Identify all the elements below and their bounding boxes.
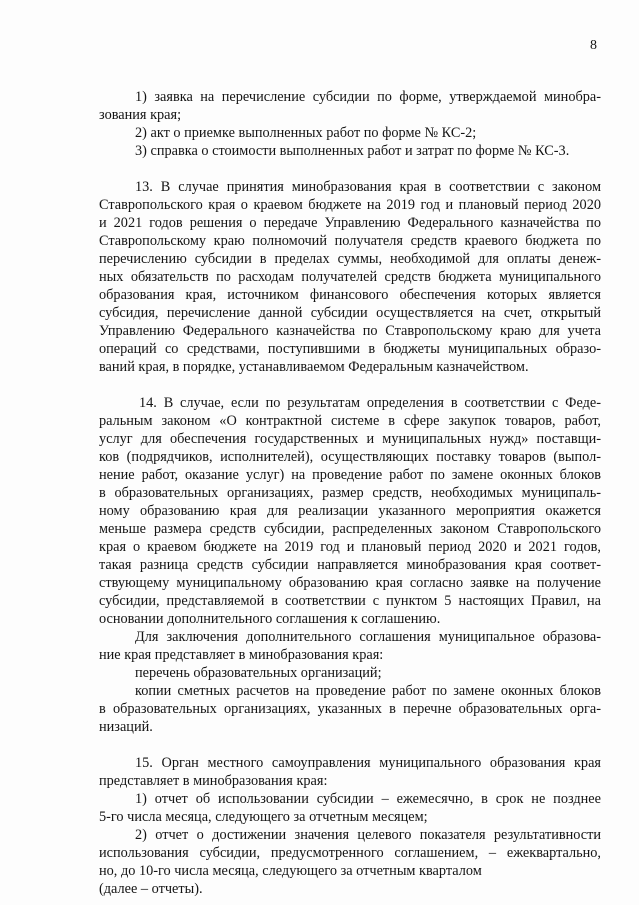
text-line: 2) акт о приемке выполненных работ по форме № КС-2; bbox=[135, 125, 477, 141]
text-line: Ставропольскому краю полномочий получателя средств краевого бюджета по bbox=[99, 233, 601, 249]
text-line: копии сметных расчетов на проведение работ по замене оконных блоков bbox=[135, 683, 601, 699]
text-line: 5-го числа месяца, следующего за отчетным месяцем; bbox=[99, 809, 428, 825]
text-line: 3) справка о стоимости выполненных работ и затрат по форме № КС-3. bbox=[135, 143, 570, 159]
text-line: нение работ, оказание услуг) на проведение работ по замене оконных блоков bbox=[99, 467, 601, 483]
page-number: 8 bbox=[590, 38, 597, 53]
text-line: перечень образовательных организаций; bbox=[135, 665, 382, 681]
text-line: такая разница средств субсидии направляется минобразования края соответ- bbox=[99, 557, 601, 573]
text-line: ному образованию края для реализации указанного мероприятия окажется bbox=[99, 503, 601, 519]
text-line: (далее – отчеты). bbox=[99, 881, 203, 897]
text-line: 13. В случае принятия минобразования края в соответствии с законом bbox=[135, 179, 601, 195]
text-line: ков (подрядчиков, исполнителей), осуществляющих поставку товаров (выпол- bbox=[99, 449, 601, 465]
text-line: 1) отчет об использовании субсидии – ежемесячно, в срок не позднее bbox=[135, 791, 601, 807]
text-line: 1) заявка на перечисление субсидии по форме, утверждаемой минобра- bbox=[135, 89, 601, 105]
text-line: зования края; bbox=[99, 107, 182, 123]
text-line: и 2021 годов решения о передаче Управлению Федерального казначейства по bbox=[99, 215, 601, 231]
text-line: в образовательных организациях, указанных в перечне образовательных орга- bbox=[99, 701, 601, 717]
text-line: 14. В случае, если по результатам определения в соответствии с Феде- bbox=[139, 395, 601, 411]
text-line: ствующему муниципальному образованию края согласно заявке на получение bbox=[99, 575, 601, 591]
text-line: ваний края, в порядке, устанавливаемом Федеральным казначейством. bbox=[99, 359, 529, 375]
text-line: 15. Орган местного самоуправления муниципального образования края bbox=[135, 755, 601, 771]
text-line: субсидия, перечисление данной субсидии осуществляется на счет, открытый bbox=[99, 305, 601, 321]
text-line: но, до 10-го числа месяца, следующего за отчетным кварталом bbox=[99, 863, 482, 879]
text-line: Ставропольского края о краевом бюджете на 2019 год и плановый период 2020 bbox=[99, 197, 601, 213]
text-line: перечислению субсидии в пределах суммы, необходимой для оплаты денеж- bbox=[99, 251, 601, 267]
text-line: низаций. bbox=[99, 719, 153, 735]
text-line: субсидии, представляемой в соответствии с пунктом 5 настоящих Правил, на bbox=[99, 593, 601, 609]
text-line: основании дополнительного соглашения к соглашению. bbox=[99, 611, 441, 627]
text-line: 2) отчет о достижении значения целевого показателя результативности bbox=[135, 827, 601, 843]
text-line: образования края, источником финансового обеспечения которых является bbox=[99, 287, 601, 303]
text-line: Управлению Федерального казначейства по Ставропольскому краю для учета bbox=[99, 323, 601, 339]
text-line: в образовательных организациях, размер средств, необходимых муниципаль- bbox=[99, 485, 601, 501]
text-line: края о краевом бюджете на 2019 год и плановый период 2020 и 2021 годов, bbox=[99, 539, 601, 555]
text-line: ние края представляет в минобразования края: bbox=[99, 647, 384, 663]
text-line: использования субсидии, предусмотренного соглашением, – ежеквартально, bbox=[99, 845, 601, 861]
text-line: услуг для обеспечения государственных и муниципальных нужд» поставщи- bbox=[99, 431, 601, 447]
text-line: операций со средствами, поступившими в бюджеты муниципальных образо- bbox=[99, 341, 601, 357]
text-line: ных обязательств по расходам получателей средств бюджета муниципального bbox=[99, 269, 601, 285]
text-line: ральным законом «О контрактной системе в сфере закупок товаров, работ, bbox=[99, 413, 601, 429]
text-line: Для заключения дополнительного соглашения муниципальное образова- bbox=[135, 629, 601, 645]
text-line: меньше размера средств субсидии, распределенных законом Ставропольского bbox=[99, 521, 601, 537]
text-line: представляет в минобразования края: bbox=[99, 773, 328, 789]
